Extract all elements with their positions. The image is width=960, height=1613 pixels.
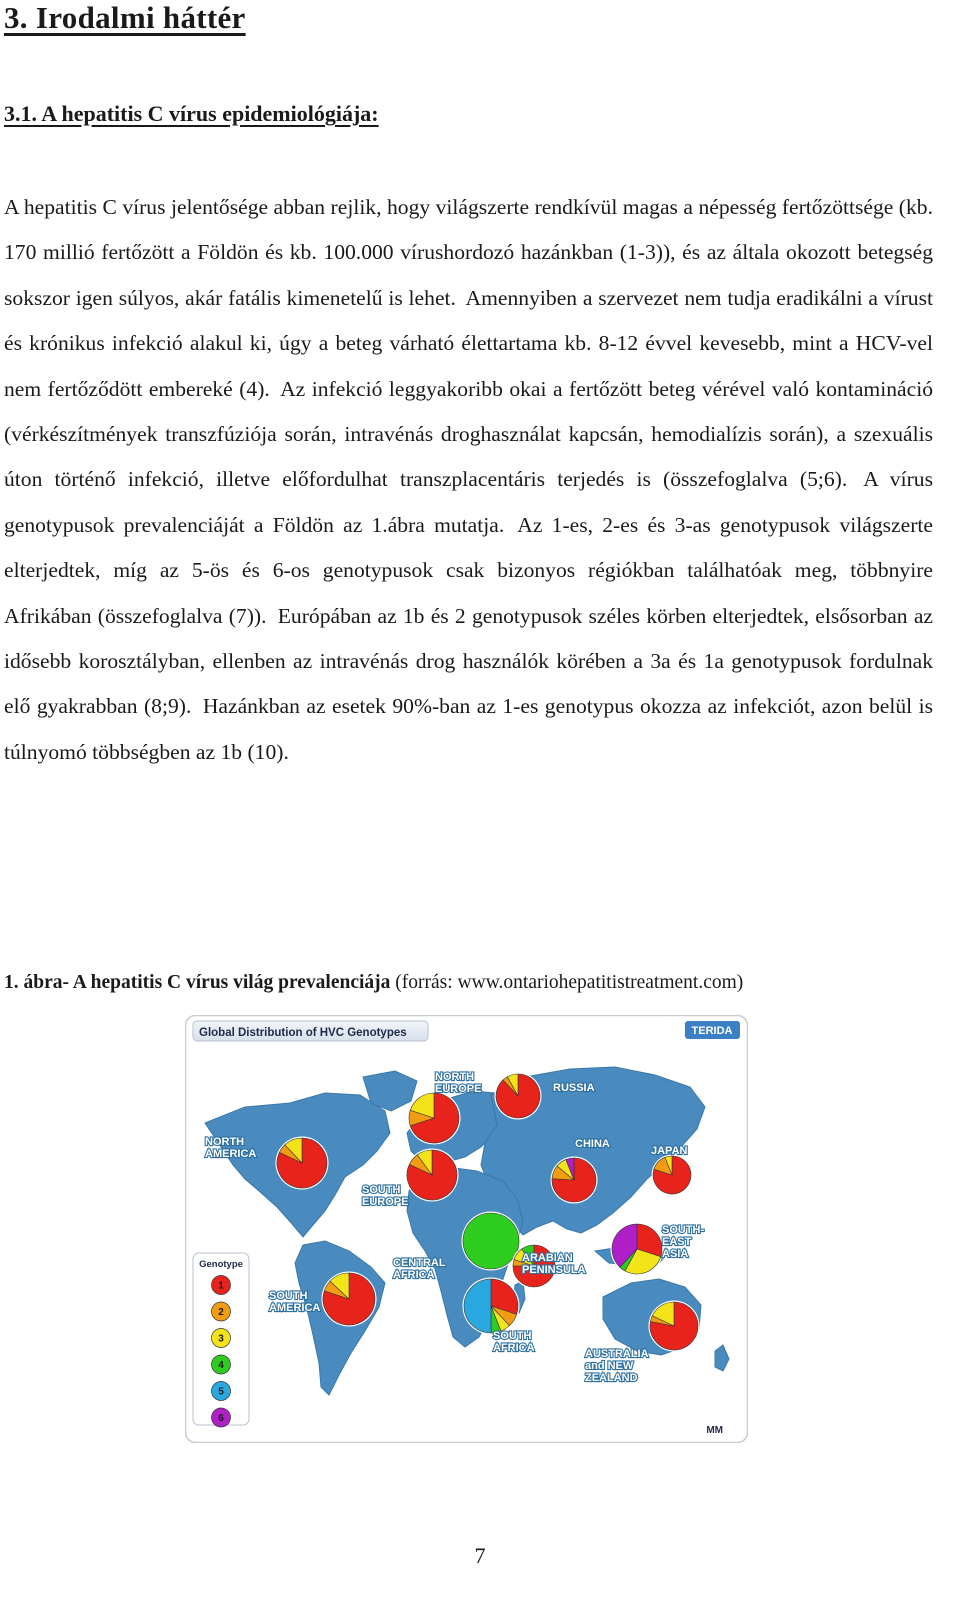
region-label-line: EUROPE [435, 1083, 482, 1095]
figure-caption-title: 1. ábra- A hepatitis C vírus világ prevalenciája [4, 972, 391, 993]
region-label-line: AMERICA [205, 1148, 257, 1160]
legend-label-genotype-2: 2 [218, 1307, 224, 1319]
region-label-line: AFRICA [493, 1342, 535, 1354]
genotype-legend [193, 1253, 249, 1427]
region-label-line: SOUTH [362, 1184, 401, 1196]
hcv-genotype-map-figure [185, 1015, 748, 1443]
region-label-line: PENINSULA [522, 1264, 586, 1276]
region-label-line: AFRICA [393, 1269, 435, 1281]
region-label-line: SOUTH- [662, 1224, 705, 1236]
sentence-hungary: Hazánkban az esetek 90%-ban az 1-es genotypus okozza az infekciót, azon belül is túlnyomó többségben az 1b (10). [4, 694, 933, 764]
sentence-europe: Európában az 1b és 2 genotypusok széles körben elterjedtek, elsősorban az idősebb korosztályban, ellenben az intravénás drog használók körében a 3a és 1a genotypusok fordulnak elő gyakrabban (8;9). [4, 603, 934, 719]
region-label-line: EUROPE [362, 1196, 409, 1208]
region-label-line: EAST [662, 1236, 692, 1248]
chapter-title: 3. Irodalmi háttér [4, 0, 246, 35]
region-label-line: NORTH [205, 1136, 245, 1148]
legend-label-genotype-6: 6 [218, 1413, 224, 1425]
region-label-line: CHINA [575, 1138, 610, 1150]
region-label-japan [651, 1145, 688, 1157]
legend-label-genotype-5: 5 [218, 1386, 224, 1398]
sentence-significance: A hepatitis C vírus jelentősége abban rejlik, hogy világszerte rendkívül magas a népesség fertőzöttsége (kb. 170 millió fertőzött a Földön és kb. 100.000 vírushordozó hazánkban (1-3)), és az általa okozott betegség sokszor igen súlyos, akár fatális kimenetelű is lehet. [4, 195, 933, 310]
region-label-line: and NEW [585, 1360, 634, 1372]
pie-china [551, 1157, 598, 1204]
pie-south-east-asia [611, 1223, 664, 1276]
region-label-line: ARABIAN [522, 1252, 573, 1264]
region-label-line: SOUTH [269, 1290, 308, 1302]
region-label-line: RUSSIA [553, 1082, 595, 1094]
legend-label-genotype-4: 4 [218, 1360, 224, 1372]
pie-australia-nz [649, 1301, 700, 1352]
page-number: 7 [474, 1543, 486, 1568]
region-label-china [575, 1138, 610, 1150]
footer-mark: MM [706, 1425, 723, 1436]
section-title: 3.1. A hepatitis C vírus epidemiológiája: [4, 101, 379, 126]
pie-japan [652, 1155, 693, 1196]
pie-north-america [276, 1137, 329, 1190]
region-label-line: AUSTRALIA [585, 1348, 649, 1360]
sentence-life-expectancy: Amennyiben a szervezet nem tudja eradikálni a vírust és krónikus infekció alakul ki, úgy a beteg várható élettartama kb. 8-12 évvel kevesebb, mint a HCV-vel nem fertőződött embereké (4). [4, 285, 933, 401]
sentence-genotype-spread: Az 1-es, 2-es és 3-as genotypusok világszerte elterjedtek, míg az 5-ös és 6-os genotypusok csak bizonyos régiókban találhatóak meg, többnyire Afrikában (összefoglalva (7)). [4, 512, 933, 628]
region-label-line: JAPAN [651, 1145, 688, 1157]
sentence-infection-causes: Az infekció leggyakoribb okai a fertőzött beteg vérével való kontamináció (vérkészítmények transzfúziója során, intravénás droghasználat kapcsán, hemodialízis során), a szexuális úton történő infekció, illetve előfordulhat transzplacentáris terjedés is (összefoglalva (5;6). [4, 376, 933, 492]
slice-central-africa-genotype-4 [463, 1213, 519, 1269]
region-label-line: ASIA [662, 1248, 689, 1260]
pie-south-europe [406, 1149, 459, 1202]
pie-central-africa [462, 1212, 521, 1271]
legend-label-genotype-3: 3 [218, 1333, 224, 1345]
brand-text: TERIDA [691, 1025, 733, 1037]
region-label-line: AMERICA [269, 1302, 321, 1314]
pie-south-africa [463, 1278, 520, 1335]
legend-label-genotype-1: 1 [218, 1280, 224, 1292]
region-label-russia [553, 1082, 595, 1094]
pie-north-europe [408, 1092, 461, 1145]
region-label-line: NORTH [435, 1071, 475, 1083]
figure-header-text: Global Distribution of HVC Genotypes [199, 1027, 407, 1039]
figure-caption [4, 972, 743, 994]
sentence-figure-reference: A vírus genotypusok prevalenciáját a Földön az 1.ábra mutatja. [4, 467, 933, 537]
region-label-south-africa [493, 1330, 535, 1354]
region-label-line: ZEALAND [585, 1372, 638, 1384]
region-label-line: CENTRAL [393, 1257, 446, 1269]
legend-title: Genotype [199, 1259, 243, 1270]
figure-caption-source: (forrás: www.ontariohepatitistreatment.com) [390, 972, 744, 993]
world-map [185, 1015, 748, 1443]
pie-south-america [322, 1272, 377, 1327]
region-label-line: SOUTH [493, 1330, 532, 1342]
body-paragraph [4, 185, 933, 775]
pie-russia [495, 1073, 542, 1120]
